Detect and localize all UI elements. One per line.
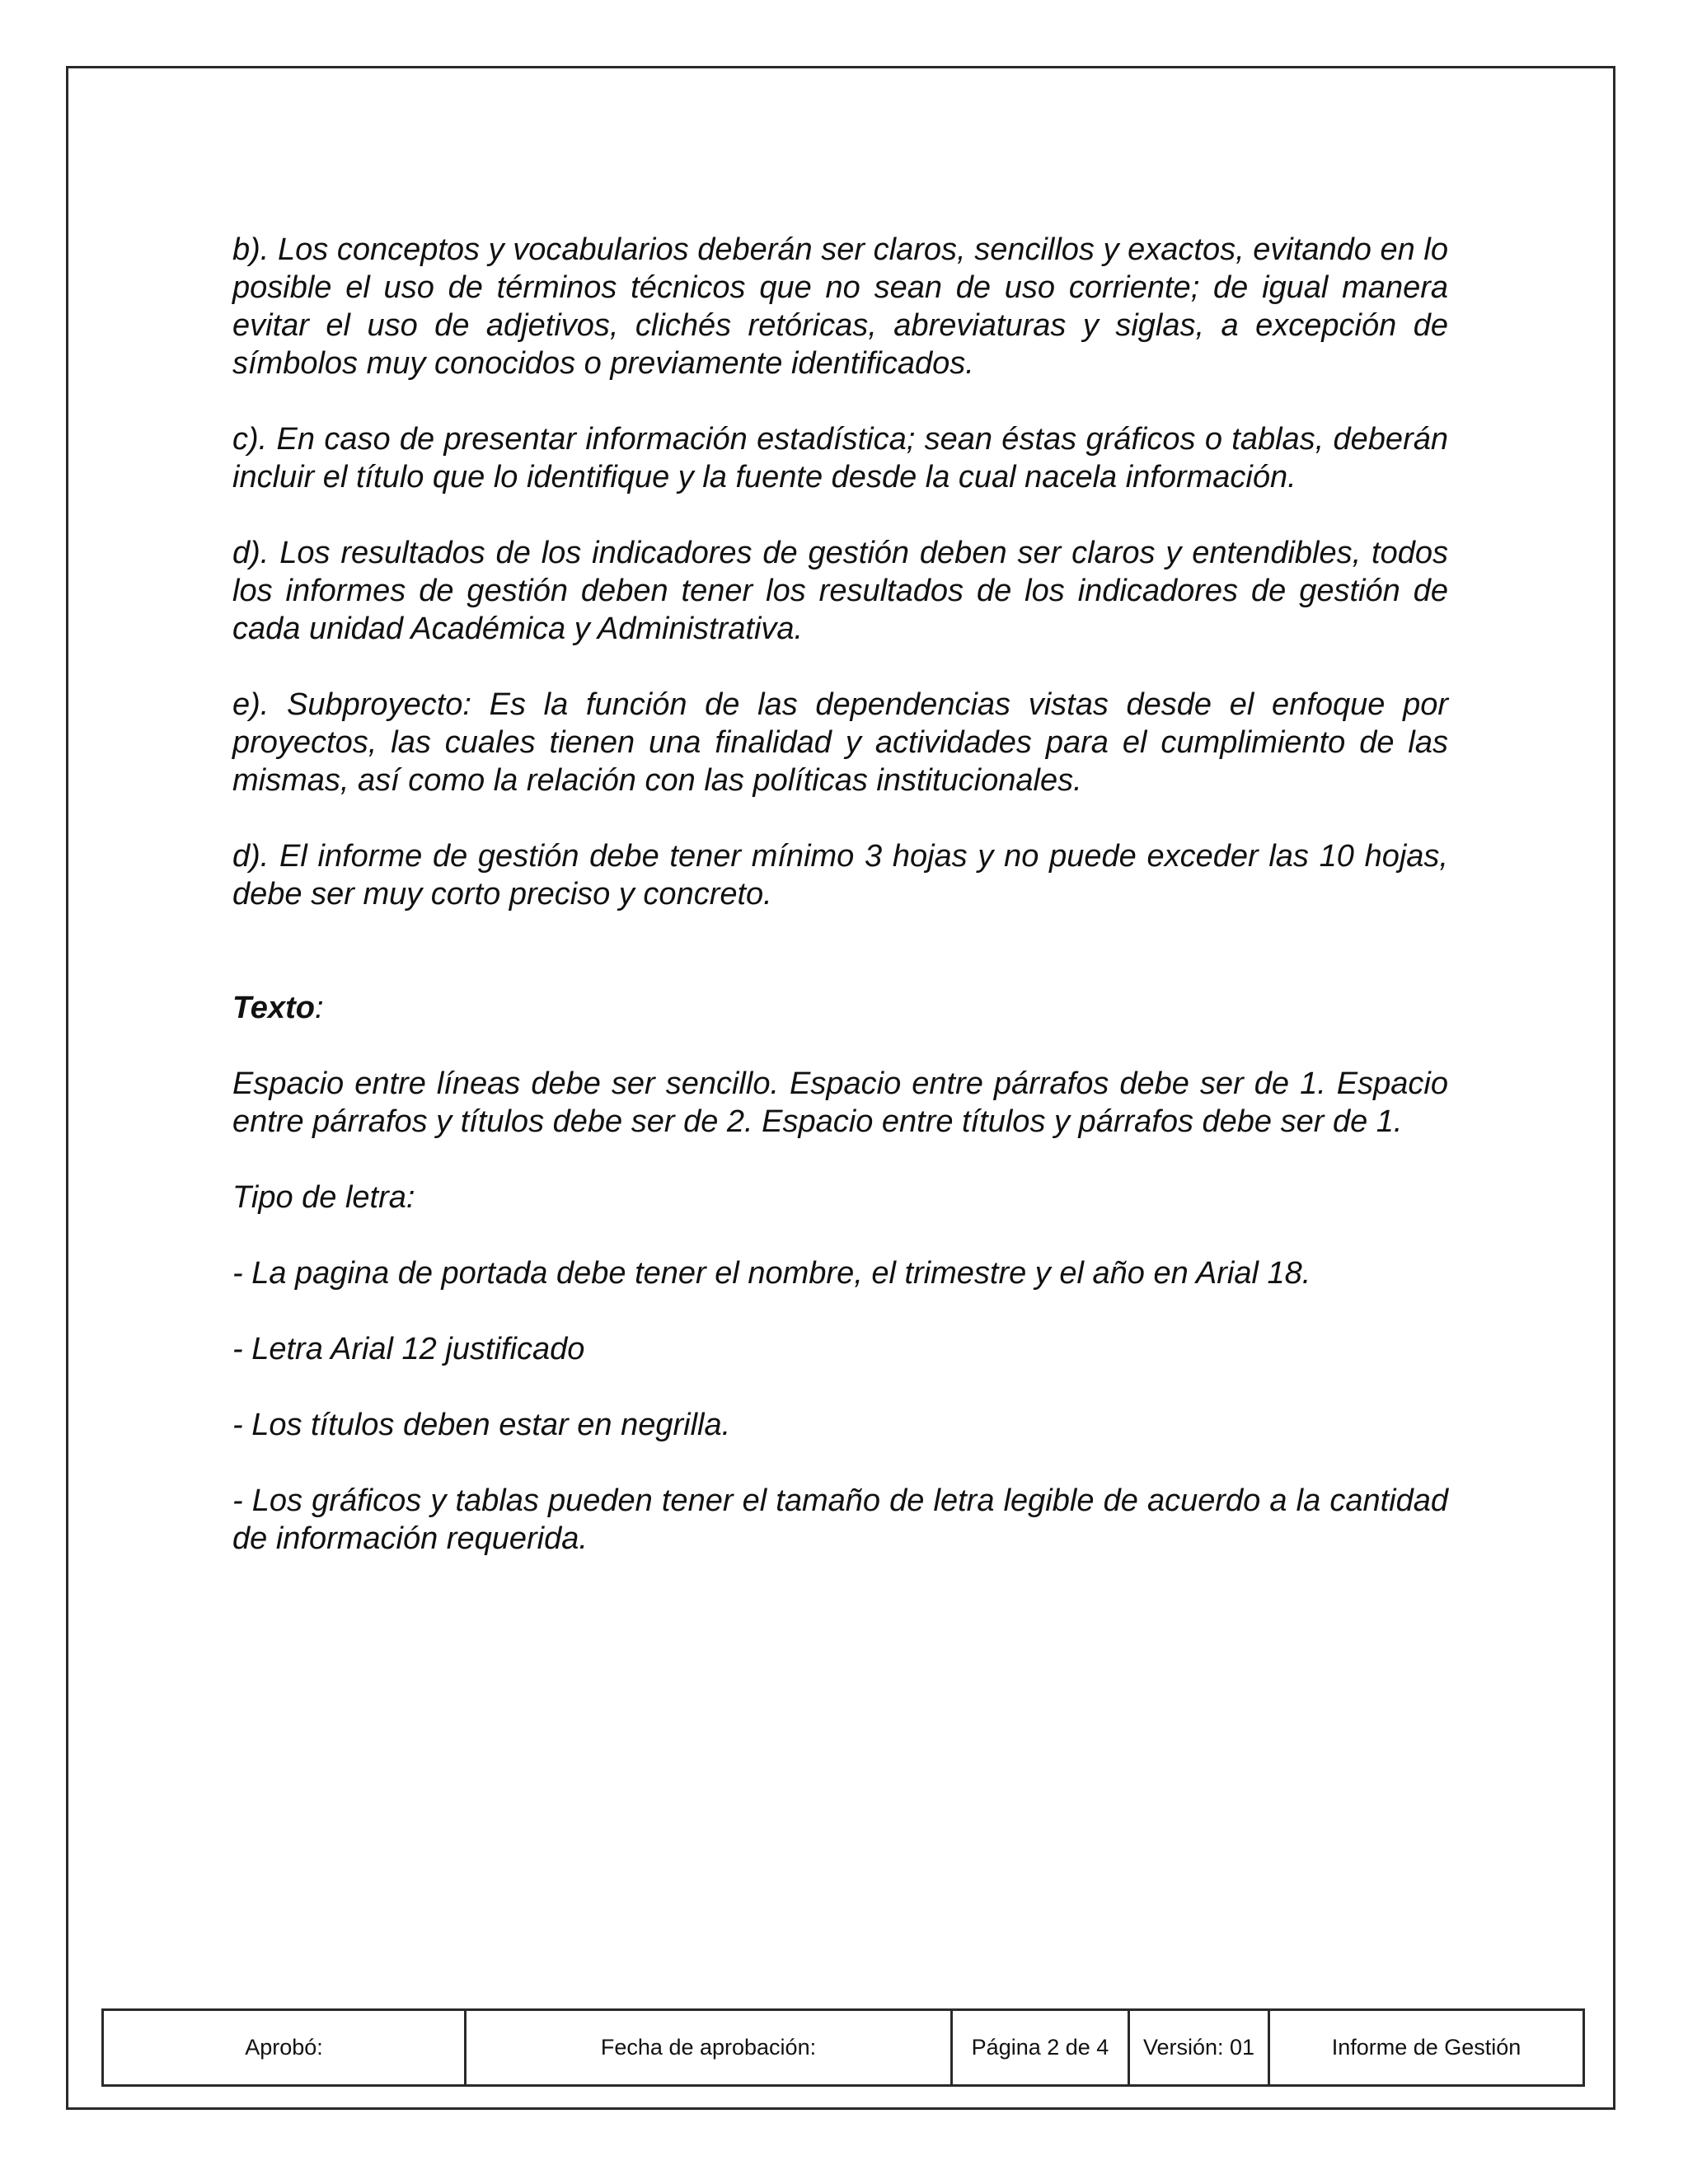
footer-page-number: Página 2 de 4 <box>952 2010 1129 2086</box>
section-title-texto <box>232 989 1448 1027</box>
title-spacer <box>232 913 1448 989</box>
footer-document-name: Informe de Gestión <box>1269 2010 1584 2086</box>
section-title-texto-label: Texto <box>232 991 315 1025</box>
font-rule-cover: - La pagina de portada debe tener el nombre, el trimestre y el año en Arial 18. <box>232 1256 1311 1291</box>
paragraph-e-subproyecto: e). Subproyecto: Es la función de las dependencias vistas desde el enfoque por proyectos, las cuales tienen una finalidad y actividades para el cumplimiento de las mismas, así como la relación con las políticas institucionales. <box>232 687 1448 798</box>
paragraph-c: c). En caso de presentar información estadística; sean éstas gráficos o tablas, deberán incluir el título que lo identifique y la fuente desde la cual nacela información. <box>232 422 1448 494</box>
paragraph-b: b). Los conceptos y vocabularios deberán ser claros, sencillos y exactos, evitando en lo posible el uso de términos técnicos que no sean de uso corriente; de igual manera evitar el uso de adjetivos, clichés retóricas, abreviaturas y siglas, a excepción de símbolos muy conocidos o previamente identificados. <box>232 232 1448 381</box>
font-rule-titles: - Los títulos deben estar en negrilla. <box>232 1408 731 1442</box>
font-heading: Tipo de letra: <box>232 1180 415 1215</box>
footer-approval-date: Fecha de aprobación: <box>466 2010 952 2086</box>
font-rule-body: - Letra Arial 12 justificado <box>232 1332 585 1366</box>
footer-table <box>101 2008 1585 2087</box>
footer-version: Versión: 01 <box>1129 2010 1269 2086</box>
document-body <box>232 231 1448 1558</box>
paragraph-spacing-rules: Espacio entre líneas debe ser sencillo. Espacio entre párrafos debe ser de 1. Espacio entre párrafos y títulos debe ser de 2. Espacio entre títulos y párrafos debe ser de 1. <box>232 1066 1448 1139</box>
footer-row <box>103 2010 1584 2086</box>
font-rule-charts: - Los gráficos y tablas pueden tener el tamaño de letra legible de acuerdo a la cantidad de información requerida. <box>232 1483 1448 1556</box>
section-title-texto-colon: : <box>314 991 324 1025</box>
paragraph-d-length: d). El informe de gestión debe tener mínimo 3 hojas y no puede exceder las 10 hojas, debe ser muy corto preciso y concreto. <box>232 839 1448 912</box>
footer-approved-by: Aprobó: <box>103 2010 466 2086</box>
paragraph-d-indicators: d). Los resultados de los indicadores de gestión deben ser claros y entendibles, todos los informes de gestión deben tener los resultados de los indicadores de gestión de cada unidad Académica y Administrativa. <box>232 536 1448 646</box>
